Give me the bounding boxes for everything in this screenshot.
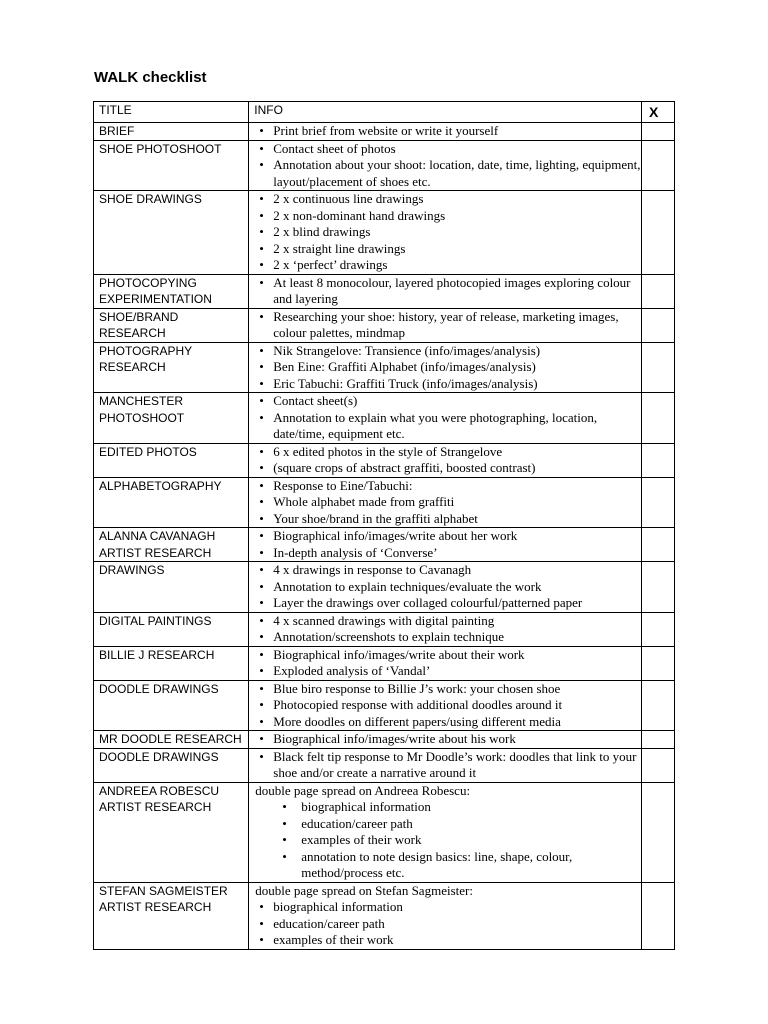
list-item: • Eric Tabuchi: Graffiti Truck (info/images/analysis): [249, 376, 641, 393]
list-item: • Contact sheet(s): [249, 393, 641, 410]
list-item: • 2 x continuous line drawings: [249, 191, 641, 208]
row-title: PHOTOGRAPHY RESEARCH: [94, 342, 249, 393]
row-info: [249, 443, 642, 477]
checklist-table: [93, 101, 675, 950]
list-item: • At least 8 monocolour, layered photocopied images exploring colour and layering: [249, 275, 641, 308]
row-title: ALPHABETOGRAPHY: [94, 477, 249, 528]
row-title: DIGITAL PAINTINGS: [94, 612, 249, 646]
row-check-box[interactable]: [641, 308, 674, 342]
row-title: PHOTOCOPYING EXPERIMENTATION: [94, 274, 249, 308]
list-item: • examples of their work: [249, 832, 641, 849]
list-item: • 4 x drawings in response to Cavanagh: [249, 562, 641, 579]
table-row: [94, 748, 675, 782]
table-row: [94, 680, 675, 731]
row-title: MANCHESTER PHOTOSHOOT: [94, 393, 249, 444]
row-check-box[interactable]: [641, 477, 674, 528]
list-item: • Annotation to explain techniques/evaluate the work: [249, 579, 641, 596]
list-item: • Annotation about your shoot: location, date, time, lighting, equipment, layout/placement of shoes etc.: [249, 157, 641, 190]
row-info: [249, 393, 642, 444]
row-check-box[interactable]: [641, 646, 674, 680]
list-item: • 2 x ‘perfect’ drawings: [249, 257, 641, 274]
row-title: MR DOODLE RESEARCH: [94, 731, 249, 749]
table-row: [94, 191, 675, 275]
list-item: • Researching your shoe: history, year of release, marketing images, colour palettes, mindmap: [249, 309, 641, 342]
header-check: X: [641, 102, 674, 123]
table-row: [94, 342, 675, 393]
row-check-box[interactable]: [641, 528, 674, 562]
list-item: • Black felt tip response to Mr Doodle’s work: doodles that link to your shoe and/or create a narrative around it: [249, 749, 641, 782]
table-row: [94, 882, 675, 949]
row-info: [249, 680, 642, 731]
row-title: EDITED PHOTOS: [94, 443, 249, 477]
list-item: • (square crops of abstract graffiti, boosted contrast): [249, 460, 641, 477]
row-info: [249, 882, 642, 949]
list-item: • Biographical info/images/write about her work: [249, 528, 641, 545]
row-title: BILLIE J RESEARCH: [94, 646, 249, 680]
row-info: [249, 748, 642, 782]
list-item: • Print brief from website or write it yourself: [249, 123, 641, 140]
list-item: • education/career path: [249, 816, 641, 833]
row-check-box[interactable]: [641, 882, 674, 949]
row-title: ALANNA CAVANAGH ARTIST RESEARCH: [94, 528, 249, 562]
info-lead: double page spread on Andreea Robescu:: [255, 782, 471, 798]
row-info: [249, 308, 642, 342]
row-info: [249, 731, 642, 749]
table-row: [94, 443, 675, 477]
list-item: • biographical information: [249, 899, 641, 916]
row-check-box[interactable]: [641, 123, 674, 141]
list-item: • Nik Strangelove: Transience (info/images/analysis): [249, 343, 641, 360]
table-row: [94, 274, 675, 308]
row-title: DOODLE DRAWINGS: [94, 680, 249, 731]
row-title: STEFAN SAGMEISTER ARTIST RESEARCH: [94, 882, 249, 949]
row-title: SHOE PHOTOSHOOT: [94, 140, 249, 191]
table-row: [94, 123, 675, 141]
list-item: • Annotation to explain what you were photographing, location, date/time, equipment etc.: [249, 410, 641, 443]
list-item: • Response to Eine/Tabuchi:: [249, 478, 641, 495]
row-title: SHOE DRAWINGS: [94, 191, 249, 275]
header-title: TITLE: [94, 102, 249, 123]
row-check-box[interactable]: [641, 612, 674, 646]
row-info: [249, 782, 642, 882]
row-title: BRIEF: [94, 123, 249, 141]
list-item: • More doodles on different papers/using different media: [249, 714, 641, 731]
list-item: • 2 x non-dominant hand drawings: [249, 208, 641, 225]
row-title: SHOE/BRAND RESEARCH: [94, 308, 249, 342]
list-item: • annotation to note design basics: line, shape, colour, method/process etc.: [249, 849, 641, 882]
list-item: • education/career path: [249, 916, 641, 933]
list-item: • Biographical info/images/write about their work: [249, 647, 641, 664]
row-info: [249, 646, 642, 680]
table-row: [94, 562, 675, 613]
list-item: • In-depth analysis of ‘Converse’: [249, 545, 641, 562]
row-check-box[interactable]: [641, 748, 674, 782]
row-check-box[interactable]: [641, 782, 674, 882]
row-info: [249, 191, 642, 275]
list-item: • Photocopied response with additional doodles around it: [249, 697, 641, 714]
list-item: • Whole alphabet made from graffiti: [249, 494, 641, 511]
row-title: ANDREEA ROBESCU ARTIST RESEARCH: [94, 782, 249, 882]
row-info: [249, 274, 642, 308]
table-row: [94, 477, 675, 528]
list-item: • Biographical info/images/write about his work: [249, 731, 641, 748]
row-check-box[interactable]: [641, 731, 674, 749]
row-info: [249, 612, 642, 646]
row-check-box[interactable]: [641, 191, 674, 275]
table-row: [94, 612, 675, 646]
table-row: [94, 140, 675, 191]
list-item: • examples of their work: [249, 932, 641, 949]
list-item: • 4 x scanned drawings with digital painting: [249, 613, 641, 630]
list-item: • Layer the drawings over collaged colourful/patterned paper: [249, 595, 641, 612]
header-info: INFO: [249, 102, 642, 123]
table-row: [94, 646, 675, 680]
row-check-box[interactable]: [641, 140, 674, 191]
table-row: [94, 393, 675, 444]
row-info: [249, 123, 642, 141]
row-check-box[interactable]: [641, 562, 674, 613]
list-item: • Blue biro response to Billie J’s work: your chosen shoe: [249, 681, 641, 698]
list-item: • biographical information: [249, 799, 641, 816]
row-info: [249, 140, 642, 191]
list-item: • 2 x blind drawings: [249, 224, 641, 241]
list-item: • 6 x edited photos in the style of Strangelove: [249, 444, 641, 461]
row-check-box[interactable]: [641, 274, 674, 308]
row-info: [249, 528, 642, 562]
row-check-box[interactable]: [641, 680, 674, 731]
table-row: [94, 782, 675, 882]
document-title: WALK checklist: [94, 69, 207, 86]
table-row: [94, 731, 675, 749]
row-info: [249, 562, 642, 613]
list-item: • Exploded analysis of ‘Vandal’: [249, 663, 641, 680]
list-item: • Your shoe/brand in the graffiti alphabet: [249, 511, 641, 528]
row-check-box[interactable]: [641, 393, 674, 444]
row-info: [249, 342, 642, 393]
row-check-box[interactable]: [641, 443, 674, 477]
list-item: • 2 x straight line drawings: [249, 241, 641, 258]
row-check-box[interactable]: [641, 342, 674, 393]
table-row: [94, 308, 675, 342]
info-lead: double page spread on Stefan Sagmeister:: [255, 882, 473, 898]
header-row: [94, 102, 675, 123]
list-item: • Contact sheet of photos: [249, 141, 641, 158]
list-item: • Annotation/screenshots to explain technique: [249, 629, 641, 646]
list-item: • Ben Eine: Graffiti Alphabet (info/images/analysis): [249, 359, 641, 376]
row-title: DOODLE DRAWINGS: [94, 748, 249, 782]
row-info: [249, 477, 642, 528]
table-row: [94, 528, 675, 562]
row-title: DRAWINGS: [94, 562, 249, 613]
